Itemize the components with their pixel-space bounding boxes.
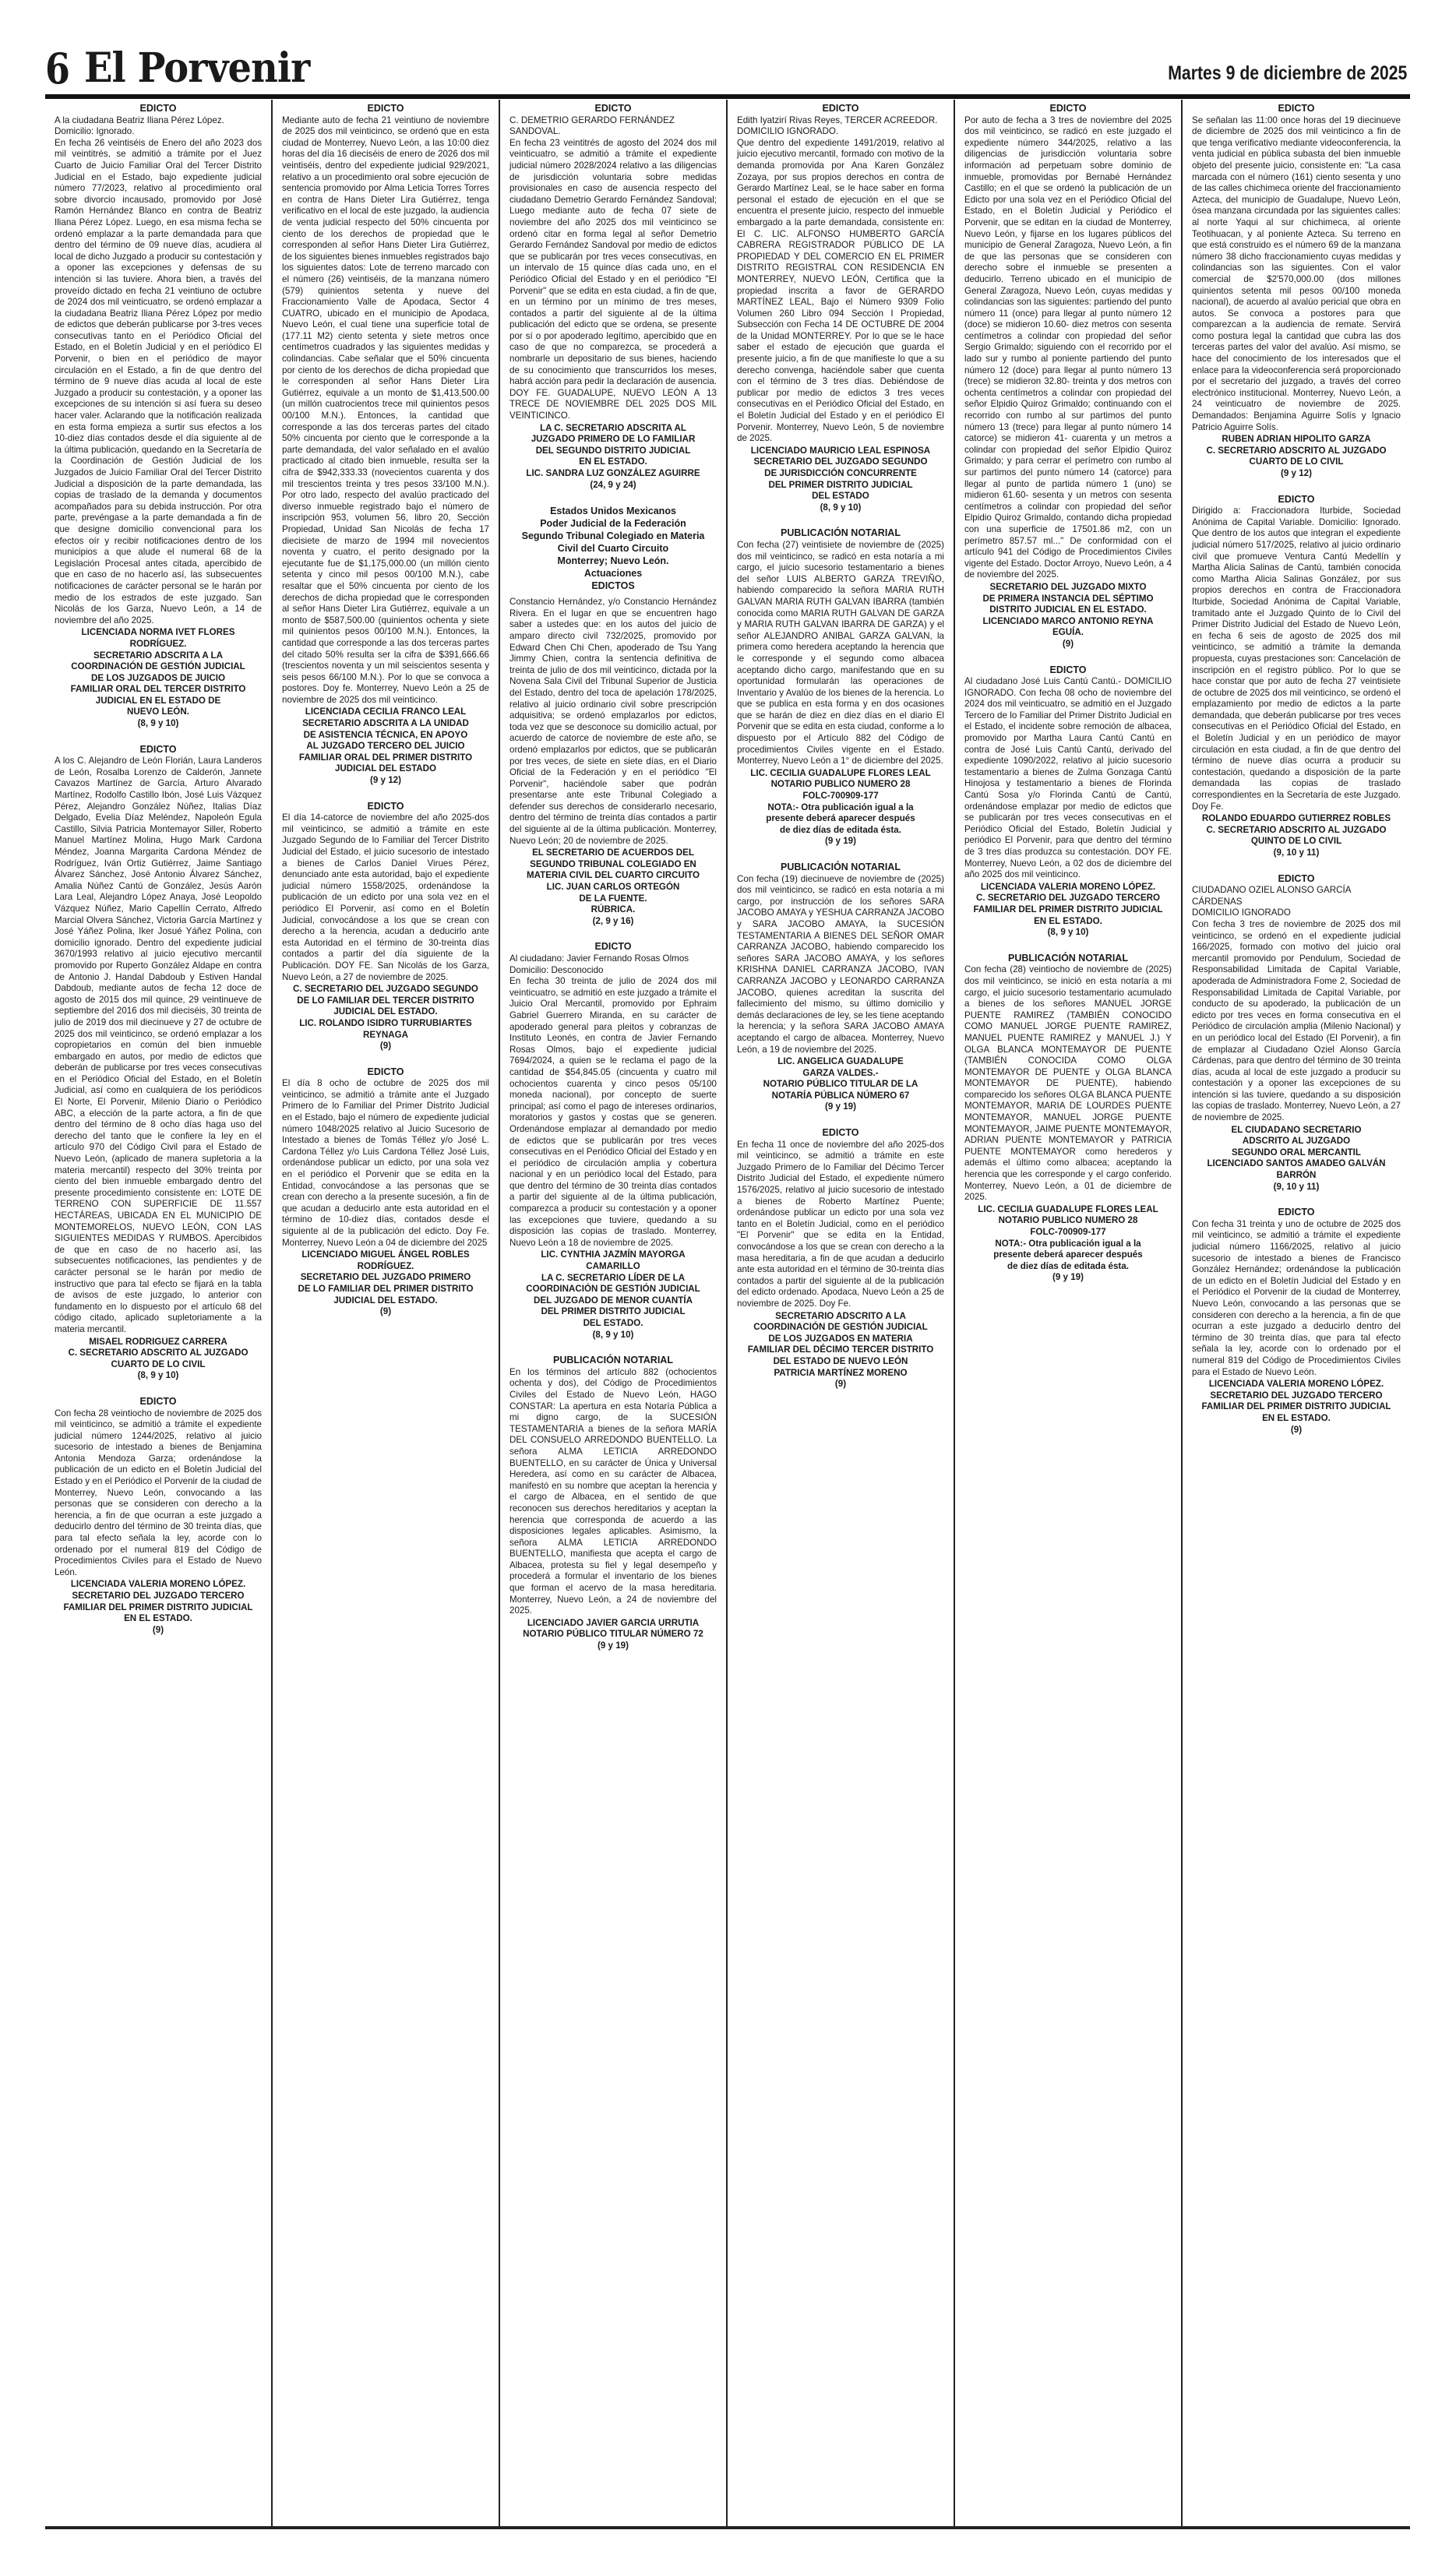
- masthead: [45, 44, 329, 93]
- signature-line: SEGUNDO TRIBUNAL COLEGIADO EN: [530, 858, 696, 869]
- signature-line: QUINTO DE LO CIVIL: [1250, 836, 1342, 847]
- notice-title: EDICTO: [594, 103, 632, 114]
- column-1: [45, 100, 273, 2526]
- publication-dates: (8, 9 y 10): [1047, 927, 1089, 938]
- signature-line: presente deberá aparecer después: [766, 813, 915, 824]
- legal-notice: [737, 527, 944, 848]
- signature-line: DEL PRIMER DISTRITO JUDICIAL: [768, 479, 913, 490]
- court-header-line: EDICTOS: [591, 580, 635, 592]
- notice-title: EDICTO: [1049, 103, 1087, 114]
- publication-dates: (8, 9 y 10): [592, 1329, 634, 1340]
- signature-line: LICENCIADO MARCO ANTONIO REYNA: [982, 615, 1154, 626]
- publication-dates: (9 y 19): [825, 836, 856, 847]
- legal-notice: [964, 953, 1172, 1284]
- signature-block: [509, 1618, 717, 1640]
- signature-line: NUEVO LEÓN.: [127, 707, 189, 717]
- publication-dates: (9): [1062, 638, 1074, 649]
- signature-line: MATERIA CIVIL DEL CUARTO CIRCUITO: [526, 870, 700, 881]
- addressee-line: Al ciudadano: Javier Fernando Rosas Olmos: [509, 953, 689, 964]
- notice-title: EDICTO: [1278, 1207, 1315, 1218]
- signature-line: COORDINACIÓN DE GESTIÓN JUDICIAL: [753, 1322, 928, 1333]
- notice-body: Con fecha (27) veintisiete de noviembre de (2025) dos mil veinticinco, se radicó en esta notaría a mi cargo, el juicio sucesorio testamentario a bienes del señor LUIS ALBERTO GARZA TREVIÑO, habiendo comparecido la señora MARIA RUTH GALVAN MARIA RUTH GALVAN IBARRA (también conocida como MARIA RUTH GALVAN DE GARZA y MARIA RUTH GALVAN IBARRA DE GARZA) y el señor ALEJANDRO ANIBAL GARZA GALVAN, la primera como heredera aceptando la herencia que le corresponde y el segundo como albacea aceptando dicho cargo, manifestando que en su oportunidad formularán las operaciones de Inventario y Avalúo de los bienes de la herencia. Lo que se publica en esta forma y en dos ocasiones que se harán de diez en diez días en el diario El Porvenir que se edita en esta ciudad, conforme a lo dispuesto por el Artículo 882 del Código de procedimientos Civiles vigente en el Estado. Monterrey, Nuevo León a 1° de diciembre del 2025.: [737, 539, 944, 766]
- publication-dates: (9 y 19): [598, 1640, 629, 1651]
- notice-title: PUBLICACIÓN NOTARIAL: [781, 862, 901, 872]
- notice-title: EDICTO: [139, 743, 177, 755]
- signature-block: [737, 446, 944, 502]
- legal-notice: [509, 103, 717, 491]
- notice-title: EDICTO: [367, 800, 404, 812]
- signature-line: LA C. SECRETARIO ADSCRITA AL: [540, 422, 686, 433]
- signature-line: LICENCIADO MIGUEL ÁNGEL ROBLES: [301, 1249, 470, 1260]
- signature-line: FOLC-700909-177: [802, 791, 879, 802]
- legal-notice: [737, 1127, 944, 1390]
- notice-title: EDICTO: [822, 1127, 859, 1139]
- legal-notice: [1192, 103, 1401, 480]
- signature-line: LICENCIADA NORMA IVET FLORES: [81, 627, 235, 638]
- addressee-line: C. DEMETRIO GERARDO FERNÁNDEZ SANDOVAL.: [509, 115, 675, 137]
- signature-line: JUDICIAL EN EL ESTADO DE: [95, 695, 221, 706]
- signature-line: DISTRITO JUDICIAL EN EL ESTADO.: [989, 604, 1147, 615]
- signature-line: EL CIUDADANO SECRETARIO: [1231, 1124, 1362, 1135]
- signature-line: LICENCIADO SANTOS AMADEO GALVÁN: [1207, 1158, 1386, 1169]
- bottom-divider: [45, 2526, 1410, 2529]
- publication-dates: (9 y 19): [825, 1101, 856, 1112]
- notice-body: Constancio Hernández, y/o Constancio Hernández Rivera. En el lugar en que se encuentren hago saber a ustedes que: en los autos del juicio de amparo directo civil 732/2025, promovido por Edward Chen Chi Chen, apoderado de Tsu Yang Jimmy Chien, contra la sentencia definitiva de treinta de julio de dos mil veinticinco, dictada por la Novena Sala Civil del Tribunal Superior de Justicia del Estado, dentro del toca de apelación 178/2025, relativo al juicio ordinario civil sobre prescripción adquisitiva; se ordenó emplazarlos por edictos, toda vez que se desconoce su domicilio actual, por acuerdo de catorce de noviembre de este año, se ordenó emplazarlos por edictos, que se publicarán por tres veces, de siete en siete días, en el Diario Oficial de la Federación y en el periódico "El Porvenir", haciéndole saber que podrán presentarse ante este Tribunal Colegiado a defender sus derechos de considerarlo necesario, dentro del término de treinta días contados a partir del siguiente al de la última publicación. Monterrey, Nuevo León; 20 de noviembre de 2025.: [509, 597, 717, 846]
- notice-title: EDICTO: [1278, 493, 1315, 505]
- signature-line: SECRETARIO DEL JUZGADO TERCERO: [1210, 1390, 1383, 1401]
- legal-notice: [55, 103, 262, 730]
- signature-line: C. SECRETARIO ADSCRITO AL JUZGADO: [1206, 445, 1387, 456]
- signature-line: FAMILIAR ORAL DEL TERCER DISTRITO: [70, 684, 246, 695]
- signature-block: [1192, 1379, 1401, 1424]
- legal-notice: [1192, 494, 1401, 859]
- signature-block: [737, 1056, 944, 1101]
- top-divider: [45, 94, 1410, 99]
- signature-line: DE LOS JUZGADOS DE JUICIO: [91, 672, 225, 683]
- addressee-line: DOMICILIO IGNORADO: [1192, 907, 1291, 918]
- notice-body: Con fecha (28) veintiocho de noviembre de (2025) dos mil veinticinco, se inició en esta notaría a mi cargo, el juicio sucesorio testamentario acumulado a bienes de los señores MANUEL JORGE PUENTE RAMIREZ (TAMBIÉN CONOCIDO COMO MANUEL JORGE PUENTE RAMIREZ, MANUEL PUENTE RAMIREZ y MANUEL J.) Y OLGA BLANCA MONTEMAYOR DE PUENTE (TAMBIÉN CONOCIDA COMO OLGA MONTEMAYOR DE PUENTE y OLGA BLANCA MONTEMAYOR DE PUENTE), habiendo comparecido los señores OLGA BLANCA PUENTE MONTEMAYOR, MARIA DE LOURDES PUENTE MONTEMAYOR, MANUEL JORGE PUENTE MONTEMAYOR, JAIME PUENTE MONTEMAYOR, ADRIAN PUENTE MONTEMAYOR y PATRICIA PUENTE MONTEMAYOR como herederos y además el último como albacea; aceptando la herencia que les corresponde y el cargo conferido. Monterrey, Nuevo León, a 01 de diciembre de 2025.: [964, 964, 1172, 1203]
- signature-block: [55, 1337, 262, 1371]
- notice-title: EDICTO: [139, 1395, 177, 1407]
- notice-body: Con fecha 28 veintiocho de noviembre de 2025 dos mil veinticinco, se admitió a trámite el expediente judicial número 1244/2025, relativo al juicio sucesorio de intestado a bienes de Benjamina Antonia Mendoza Garza; ordenándose la publicación de un edicto en el Boletín Judicial del Estado y en el Periódico el Porvenir de la ciudad de Monterrey, Nuevo León, convocando a las personas que se consideren con derecho a la herencia, a fin de que ocurran a este juzgado a deducirlo dentro del término de 30 treinta días, que para tal efecto señala la ley, acorde con lo ordenado por el numeral 819 del Código de Procedimientos Civiles para el Estado de Nuevo León.: [55, 1408, 262, 1577]
- signature-line: EN EL ESTADO.: [1262, 1412, 1331, 1423]
- signature-line: presente deberá aparecer después: [993, 1249, 1143, 1260]
- legal-notice: [282, 1066, 489, 1318]
- addressee-line: A la ciudadana Beatriz Iliana Pérez López.: [55, 115, 224, 125]
- signature-line: LIC. CECILIA GUADALUPE FLORES LEAL: [978, 1203, 1158, 1214]
- signature-line: DE LOS JUZGADOS EN MATERIA: [768, 1333, 913, 1344]
- notice-title: EDICTO: [367, 103, 404, 114]
- notice-title: EDICTO: [1049, 664, 1087, 675]
- notice-body: En fecha 26 veintiséis de Enero del año 2023 dos mil veintitrés, se admitió a trámite por el Juez Cuarto de Juicio Familiar Oral del Tercer Distrito Judicial en el Estado, bajo expediente judicial número 77/2023, relativo al procedimiento oral sobre divorcio incausado, promovido por José Ramón Hernández Blanco en contra de Beatriz Iliana Pérez López. Luego, en esa misma fecha se ordenó emplazar a la parte demandada para que dentro del término de 09 nueve días, acudiera al local de dicho Juzgado a producir su contestación y a oponer las excepciones y defensas de su intención si las tuviere. Ahora bien, a través del proveído dictado en fecha 21 veintiuno de octubre de 2024 dos mil veinticuatro, se ordenó emplazar a la ciudadana Beatriz Iliana Pérez López por medio de edictos que deberán publicarse por 3-tres veces consecutivas tanto en el Periódico Oficial del Estado, en el Boletín Judicial y en el periódico El Porvenir, o bien en el periódico de mayor circulación en el Estado, a fin de que dentro del término de 9 nueve días acuda al local de este Juzgado a producir su contestación, y a oponer las excepciones de su intención si así fuera su deseo hacer valer. Aclarando que la notificación realizada en esta forma empieza a surtir sus efectos a los 10-diez días contados desde el día siguiente al de la última publicación, quedando en la Secretaría de la Coordinación de Gestión Judicial de los Juzgados de Juicio Familiar Oral del Tercer Distrito Judicial a disposición de la parte demandada, las copias de traslado de la demanda y documentos acompañados para su debida instrucción. Por otra parte, prevéngase a la parte demandada a fin de que designe domicilio convencional para los efectos oír y recibir notificaciones dentro de los municipios a que alude el numeral 68 de la Legislación Procesal antes citada, apercibido de que en caso de no hacerlo así, las subsecuentes notificaciones de carácter personal se le harán por medio de los estrados de este juzgado. San Nicolás de los Garza, Nuevo León, a 14 de noviembre del año 2025.: [55, 137, 262, 625]
- notice-title: PUBLICACIÓN NOTARIAL: [781, 527, 901, 539]
- signature-block: [737, 1311, 944, 1380]
- signature-line: DE PRIMERA INSTANCIA DEL SÉPTIMO: [982, 593, 1154, 604]
- notice-title: EDICTO: [367, 1066, 404, 1077]
- legal-notice: [1192, 1207, 1401, 1436]
- signature-line: LIC. JUAN CARLOS ORTEGÓN: [546, 882, 680, 893]
- signature-line: DEL ESTADO DE NUEVO LEÓN: [773, 1355, 908, 1366]
- signature-line: FAMILIAR DEL DÉCIMO TERCER DISTRITO: [747, 1344, 934, 1355]
- signature-block: [282, 707, 489, 775]
- publication-dates: (9 y 19): [1052, 1272, 1084, 1283]
- signature-line: EN EL ESTADO.: [579, 456, 647, 467]
- addressee-line: Domicilio: Ignorado.: [55, 126, 135, 137]
- signature-line: SECRETARIO ADSCRITA A LA UNIDAD: [302, 718, 469, 729]
- notice-body: El día 14-catorce de noviembre del año 2025-dos mil veinticinco, se admitió a trámite en este Juzgado Segundo de lo Familiar del Tercer Distrito Judicial del Estado, el juicio sucesorio de intestado a bienes de Carlos Daniel Virues Pérez, denunciado ante esta autoridad, bajo el expediente judicial número 1558/2025, ordenándose la publicación de un edicto por una sola vez en el periódico El Porvenir, así como en el Boletín Judicial, convocándose a los que se crean con derecho a la herencia, acudan a deducirlo ante esta Autoridad en el término de 30-treinta días contados a partir del día siguiente de la Publicación. DOY FE. San Nicolás de los Garza, Nuevo León, a 27 de noviembre de 2025.: [282, 812, 489, 982]
- notice-body: Mediante auto de fecha 21 veintiuno de noviembre de 2025 dos mil veinticinco, se ordenó que en esta ciudad de Monterrey, Nuevo León, a las 10:00 diez horas del día 16 dieciséis de enero de 2026 dos mil veintiséis, dentro del expediente judicial 929/2021, relativo a un procedimiento oral sobre ejecución de sentencia promovido por Alma Leticia Torres Torres en contra de Hans Dieter Lira Gutiérrez, tenga verificativo en el local de este juzgado, la audiencia de venta judicial respecto del 50% cincuenta por ciento de los derechos de propiedad que le corresponden al señor Hans Dieter Lira Gutiérrez, de los siguientes bienes inmuebles registrados bajo los siguientes datos: Lote de terreno marcado con el número (26) veintiséis, de la manzana número (579) quinientos setenta y nueve del Fraccionamiento Valle de Apodaca, Sector 4 CUATRO, ubicado en el municipio de Apodaca, Nuevo León, el cual tiene una superficie total de (177.11 M2) ciento setenta y siete metros once centímetros cuadrados y las siguientes medidas y colindancias. Cabe señalar que el 50% cincuenta por ciento de los derechos de dicha propiedad que le corresponden al señor Hans Dieter Lira Gutiérrez, equivale a un monto de $1,413,500.00 (un millón cuatrocientos trece mil quinientos pesos 00/100 M.N.). Entonces, la cantidad que corresponde a las dos terceras partes del citado 50% cincuenta por ciento que le corresponde a la parte demandada, del valor señalado en el avalúo practicado al citado bien inmueble, resulta ser la cifra de $942,333.33 (novecientos cuarenta y dos mil trescientos treinta y tres pesos 33/100 M.N.). Por otro lado, respecto del avalúo practicado del diverso inmueble registrado bajo el número de inscripción 953, volumen 56, libro 20, Sección Propiedad, Unidad San Nicolás de fecha 17 diecisiete de marzo de 1994 mil novecientos noventa y cuatro, el perito designado por la ejecutante fue de $1,175,000.00 (un millón ciento setenta y cinco mil pesos 00/100 M.N.), cabe resaltar que el 50% cincuenta por ciento de los derechos de dicha propiedad que le corresponden al señor Hans Dieter Lira Gutiérrez, equivale a un monto de $587,500.00 (quinientos ochenta y siete mil quinientos pesos 00/100 M.N.). Entonces, la cantidad que corresponde a las dos terceras partes del citado 50% resulta ser la cifra de $391,666.66 (trescientos noventa y un mil seiscientos sesenta y seis pesos 66/100 M.N.). Por lo que se convoca a postores. Doy fe. Monterrey, Nuevo León a 25 de noviembre de 2025 dos mil veinticinco.: [282, 115, 489, 705]
- publication-dates: (9 y 12): [1281, 468, 1312, 478]
- legal-notice: [55, 1396, 262, 1636]
- signature-block: [55, 627, 262, 718]
- signature-line: DE JURISDICCIÓN CONCURRENTE: [764, 468, 917, 478]
- publication-dates: (9, 10 y 11): [1273, 848, 1320, 858]
- signature-line: BARRÓN: [1276, 1170, 1317, 1181]
- legal-notice: [737, 103, 944, 513]
- signature-line: DEL PRIMER DISTRITO JUDICIAL: [541, 1306, 686, 1317]
- signature-line: JUDICIAL DEL ESTADO: [334, 763, 437, 774]
- publication-dates: (9, 10 y 11): [1273, 1181, 1320, 1192]
- signature-block: [282, 1249, 489, 1306]
- notice-body: El día 8 ocho de octubre de 2025 dos mil veinticinco, se admitió a trámite ante el Juzgado Primero de lo Familiar del Primer Distrito Judicial en el Estado, bajo el número de expediente judicial número 1048/2025 relativo al Juicio Sucesorio de Intestado a bienes de Tomás Téllez y/o José L. Cardona Téllez y/o Luis Cardona Téllez José Luis, ordenándose publicar un edicto, por una sola vez en el periódico el Porvenir que se edita en la Entidad, convocándose a las personas que se crean con derecho a la presente sucesión, a fin de que acudan a deducirlo ante esta autoridad en el término de 10-diez días, contados desde el siguiente al de la publicación del edicto. Doy Fe. Monterrey, Nuevo León a 04 de diciembre del 2025: [282, 1078, 489, 1248]
- addressee-line: CIUDADANO OZIEL ALONSO GARCÍA CÁRDENAS: [1192, 885, 1351, 907]
- column-2: [273, 100, 500, 2526]
- notice-body: En fecha 23 veintitrés de agosto del 2024 dos mil veinticuatro, se admitió a trámite el expediente judicial número 2028/2024 relativo a las diligencias de jurisdicción voluntaria sobre medidas provisionales en caso de ausencia respecto del ciudadano Demetrio Gerardo Fernández Sandoval; Luego mediante auto de fecha 07 siete de noviembre del año 2025 dos mil veinticinco se ordenó citar en forma legal al señor Demetrio Gerardo Fernández Sandoval por medio de edictos que se publicarán por tres veces consecutivas, en un intervalo de 15 quince días cada uno, en el Periódico Oficial del Estado y en el periódico "El Porvenir" que se edita en esta ciudad, a fin de que, en un término por un mínimo de tres meses, contados a partir del siguiente al de la última publicación del edicto que se ordena, se presente por sí o por apoderado legítimo, apercibido que en caso de que no comparezca, se procederá a nombrarle un depositario de sus bienes, haciendo de su conocimiento que transcurridos los meses, habrá acción para pedir la declaración de ausencia. DOY FE. GUADALUPE, NUEVO LEÓN A 13 TRECE DE NOVIEMBRE DEL 2025 DOS MIL VEINTICINCO.: [509, 137, 717, 421]
- signature-line: LIC. CECILIA GUADALUPE FLORES LEAL: [750, 767, 931, 778]
- signature-block: [509, 848, 717, 916]
- signature-line: DEL ESTADO.: [583, 1318, 643, 1328]
- court-header: [509, 505, 717, 592]
- publication-dates: (8, 9 y 10): [820, 502, 862, 513]
- signature-line: NOTA:- Otra publicación igual a la: [767, 802, 914, 812]
- signature-line: CAMARILLO: [586, 1261, 640, 1272]
- signature-line: FAMILIAR DEL PRIMER DISTRITO JUDICIAL: [973, 904, 1163, 914]
- publication-dates: (8, 9 y 10): [137, 718, 179, 729]
- signature-line: NOTARIO PÚBLICO TITULAR DE LA: [763, 1079, 918, 1090]
- signature-line: LICENCIADA CECILIA FRANCO LEAL: [305, 707, 467, 717]
- signature-line: JUZGADO PRIMERO DE LO FAMILIAR: [531, 434, 696, 445]
- signature-line: SECRETARIO ADSCRITO A LA: [775, 1310, 906, 1321]
- signature-block: [964, 1204, 1172, 1273]
- addressee-line: Domicilio: Desconocido: [509, 964, 604, 975]
- signature-line: AL JUZGADO TERCERO DEL JUICIO: [306, 741, 465, 752]
- signature-line: DE LO FAMILIAR DEL TERCER DISTRITO: [297, 995, 474, 1006]
- signature-line: LIC. ROLANDO ISIDRO TURRUBIARTES: [299, 1017, 472, 1028]
- signature-line: LIC. ANGELICA GUADALUPE: [777, 1056, 904, 1067]
- signature-line: CUARTO DE LO CIVIL: [111, 1358, 206, 1369]
- signature-line: DEL JUZGADO DE MENOR CUANTÍA: [534, 1295, 693, 1306]
- newspaper-name: El Porvenir: [83, 44, 309, 92]
- signature-line: COORDINACIÓN DE GESTIÓN JUDICIAL: [71, 661, 245, 672]
- signature-line: DE ASISTENCIA TÉCNICA, EN APOYO: [303, 729, 468, 740]
- notice-body: Con fecha 3 tres de noviembre de 2025 dos mil veinticinco, se ordenó en el expediente judicial 166/2025, formado con motivo del juicio oral mercantil promovido por Pendulum, Sociedad de Responsabilidad Limitada de Capital Variable, apoderada de Administradora Fome 2, Sociedad de Responsabilidad Limitada de Capital Variable, por conducto de su apoderado, la publicación de un edicto por tres veces en forma consecutiva en el Periódico de circulación amplia (Milenio Nacional) y en un periódico local del Estado (El Porvenir), a fin de emplazar al Ciudadano Oziel Alonso García Cárdenas, para que dentro del término de 30 treinta días, acuda al local de este juzgado a producir su contestación y a oponer las excepciones de su intención si las tuviere, quedando a su disposición las copias de traslado. Monterrey, Nuevo León, a 27 de noviembre de 2025.: [1192, 918, 1401, 1123]
- signature-line: NOTA:- Otra publicación igual a la: [995, 1238, 1141, 1249]
- signature-line: NOTARIO PUBLICO NUMERO 28: [998, 1215, 1138, 1226]
- signature-line: ADSCRITO AL JUZGADO: [1242, 1136, 1351, 1147]
- legal-notice: [509, 505, 717, 927]
- signature-line: SEGUNDO ORAL MERCANTIL: [1232, 1147, 1361, 1158]
- legal-notice: [55, 744, 262, 1382]
- signature-block: [1192, 813, 1401, 848]
- signature-line: LICENCIADA VALERIA MORENO LÓPEZ.: [70, 1579, 246, 1590]
- signature-block: [964, 882, 1172, 927]
- notice-title: EDICTO: [594, 941, 632, 953]
- notice-body: Con fecha 31 treinta y uno de octubre de 2025 dos mil veinticinco, se admitió a trámite el expediente judicial número 1166/2025, relativo al juicio sucesorio de intestado a bienes de Francisco González Hernández; ordenándose la publicación de un edicto en el Boletín Judicial del Estado y en el Periódico el Porvenir de la ciudad de Monterrey, Nuevo León, convocando a las personas que se consideren con derecho a la herencia, a fin de que ocurran a este juzgado a deducirlo dentro del término de 30 treinta días, que para tal efecto señala la ley, acorde con lo ordenado por el numeral 819 del Código de Procedimientos Civiles para el Estado de Nuevo León.: [1192, 1218, 1401, 1377]
- signature-block: [1192, 434, 1401, 468]
- notice-body: En fecha 30 treinta de julio de 2024 dos mil veinticuatro, se admitió en este juzgado a trámite el Juicio Oral Mercantil, promovido por Ephraim Gabriel Guerrero Miranda, en su carácter de apoderado general para pleitos y cobranzas de Instituto Leonés, en contra de Javier Fernando Rosas Olmos, bajo el expediente judicial 7694/2024, a quien se le reclama el pago de la cantidad de $54,845.05 (cincuenta y cuatro mil ochocientos cuarenta y cinco pesos 05/100 moneda nacional), por concepto de suerte principal; así como el pago de intereses ordinarios, moratorios y gastos y costas que se generen. Ordenándose emplazar al demandado por medio de edictos que se publicarán por tres veces consecutivas en el Periódico Oficial del Estado y en el periódico de circulación amplia y cobertura nacional y en un periódico local del Estado, para que dentro del término de 30 treinta días contados a partir del siguiente al de la última publicación, comparezca a producir su contestación y a oponer las excepciones que tuviere, quedando a su disposición las copias de traslado. Monterrey, Nuevo León a 18 de noviembre de 2025.: [509, 976, 717, 1248]
- signature-line: SECRETARIO DEL JUZGADO PRIMERO: [300, 1272, 471, 1283]
- signature-line: RODRÍGUEZ.: [357, 1260, 414, 1271]
- signature-line: C. SECRETARIO DEL JUZGADO TERCERO: [976, 893, 1160, 904]
- signature-line: de diez días de editada ésta.: [780, 824, 901, 835]
- signature-line: SECRETARIO DEL JUZGADO MIXTO: [989, 581, 1147, 592]
- notice-title: EDICTO: [822, 103, 859, 114]
- addressee-line: DOMICILIO IGNORADO.: [737, 126, 839, 137]
- publication-dates: (8, 9 y 10): [137, 1370, 179, 1381]
- issue-date: Martes 9 de diciembre de 2025: [1167, 62, 1407, 84]
- signature-line: de diez días de editada ésta.: [1007, 1260, 1129, 1271]
- signature-line: EN EL ESTADO.: [124, 1613, 192, 1624]
- column-3: [500, 100, 728, 2526]
- signature-line: RODRÍGUEZ.: [129, 638, 187, 649]
- notice-title: PUBLICACIÓN NOTARIAL: [1008, 952, 1128, 964]
- signature-block: [737, 768, 944, 837]
- publication-dates: (9): [152, 1624, 164, 1635]
- court-header-line: Segundo Tribunal Colegiado en Materia: [521, 530, 705, 542]
- legal-notice: [509, 941, 717, 1341]
- notice-title: PUBLICACIÓN NOTARIAL: [553, 1355, 673, 1366]
- signature-line: FAMILIAR DEL PRIMER DISTRITO JUDICIAL: [1201, 1401, 1391, 1412]
- legal-notice: [737, 862, 944, 1113]
- signature-line: DE LO FAMILIAR DEL PRIMER DISTRITO: [298, 1283, 474, 1294]
- signature-line: C. SECRETARIO DEL JUZGADO SEGUNDO: [293, 984, 478, 995]
- signature-line: ROLANDO EDUARDO GUTIERREZ ROBLES: [1201, 813, 1391, 824]
- signature-line: LICENCIADA VALERIA MORENO LÓPEZ.: [1208, 1379, 1384, 1390]
- notice-columns: [45, 100, 1410, 2526]
- signature-line: SECRETARIO DEL JUZGADO TERCERO: [72, 1591, 245, 1601]
- notice-body: Por auto de fecha a 3 tres de noviembre del 2025 dos mil veinticinco, se radicó en este juzgado el expediente número 344/2025, relativo a las diligencias de jurisdicción voluntaria sobre información ad perpetuam sobre dominio de inmueble, promovidas por Bernabé Hernández Castillo; en el que se ordenó la publicación de un Edicto por una sola vez en el Periódico Oficial del Estado, en el Boletín Judicial y Periódico el Porvenir, que se editan en la ciudad de Monterrey, Nuevo León, y fijarse en los lugares públicos del municipio de General Zaragoza, Nuevo León, a fin de que las personas que se consideren con derecho sobre el inmueble se presenten a deducirlo. Terreno ubicado en el municipio de General Zaragoza, Nuevo León, cuyas medidas y colindancias son las siguientes: partiendo del punto número 11 (once) para llegar al punto número 12 (doce) se midieron 10.60- diez metros con sesenta centímetros a colindar con propiedad del señor Sergio Grimaldo; siguiendo con el recorrido por el lado sur y rumbo al poniente partiendo del punto número 12 (doce) para llegar al punto número 13 (trece) se midieron 32.80- treinta y dos metros con ochenta centímetros a colindar con propiedad del señor Elpidio Quiroz Grimaldo; continuando con el recorrido con rumbo al sur partimos del punto número 13 (trece) para llegar al punto número 14 catorce) se midieron 41- cuarenta y un metros a colindar con propiedad del señor Elpidio Quiroz Grimaldo; y para cerrar el perímetro con rumbo al sur partimos del punto número 14 (catorce) para llegar al punto de partida número 1 (uno) se midieron 61.60- sesenta y un metros con sesenta centímetros a colindar con propiedad del señor Elpidio Quiroz Grimaldo, contando dicha propiedad con una superficie de 17501.86 m2, con un perímetro 857.57 ml..." De conformidad con el artículo 941 del Código de Procedimientos Civiles vigente del Estado. Doctor Arroyo, Nuevo León, a 4 de noviembre del 2025.: [964, 115, 1172, 580]
- notice-body: En fecha 11 once de noviembre del año 2025-dos mil veinticinco, se admitió a trámite en este Juzgado Primero de lo Familiar del Décimo Tercer Distrito Judicial del Estado, el expediente número 1576/2025, relativo al juicio sucesorio de intestado a bienes de Roberto Martínez Puente; ordenándose publicar un edicto por una sola vez tanto en el Boletín Judicial, como en el periódico "El Porvenir" que se edita en la Entidad, convocándose a los que se crean con derecho a la masa hereditaria, a fin de que acudan a deducirlo ante esta autoridad en el término de 30-treinta días contados a partir del siguiente al de la publicación del edicto ordenado. Apodaca, Nuevo León a 25 de noviembre de 2025. Doy Fe.: [737, 1139, 944, 1309]
- signature-line: RUBEN ADRIAN HIPOLITO GARZA: [1222, 434, 1371, 445]
- signature-line: LIC. SANDRA LUZ GONZÁLEZ AGUIRRE: [526, 468, 700, 478]
- notice-title: EDICTO: [139, 103, 177, 114]
- court-header-line: Actuaciones: [583, 568, 643, 580]
- signature-block: [282, 984, 489, 1041]
- signature-line: EN EL ESTADO.: [1034, 915, 1102, 926]
- signature-block: [1192, 1125, 1401, 1182]
- signature-line: GARZA VALDES.-: [802, 1067, 879, 1078]
- court-header-line: Monterrey; Nuevo León.: [557, 555, 669, 567]
- court-header-line: Poder Judicial de la Federación: [540, 518, 686, 530]
- publication-dates: (9 y 12): [370, 775, 401, 786]
- notice-body: Se señalan las 11:00 once horas del 19 diecinueve de diciembre de 2025 dos mil veinticinco a fin de que tenga verificativo mediante videoconferencia, la venta judicial en pública subasta del bien inmueble objeto del presente juicio, consistente en: "La casa marcada con el número (161) ciento sesenta y uno de las calles chichimeca oriente del fraccionamiento Azteca, del municipio de Guadalupe, Nuevo León, ósea manzana circundada por las siguientes calles: al norte Yaqui al sur chichimeca, al oriente Teotihuacan, y al poniente Azteca. Su terreno en que está construido es el número 69 de la manzana número 38 dicho fraccionamiento cuyas medidas y colindancias son las siguientes. Con el valor comercial de $2'570,000.00 (dos millones quinientos setenta mil pesos 00/100 moneda nacional), de acuerdo al avalúo pericial que obra en autos. Se convoca a postores para que comparezcan a la audiencia de remate. Servirá como postura legal la cantidad que cubra las dos terceras partes del valor del avalúo. Así mismo, se hace del conocimiento de los interesados que el enlace para la videoconferencia será proporcionado por el secretario del juzgado, a través del correo electrónico institucional. Monterrey, Nuevo León, a 24 veinticuatro de noviembre de 2025. Demandados: Benjamina Aguirre Solís y Ignacio Patricio Aguirre Solís.: [1192, 115, 1401, 432]
- column-5: [955, 100, 1183, 2526]
- signature-line: LICENCIADA VALERIA MORENO LÓPEZ.: [980, 881, 1156, 892]
- court-header-line: Estados Unidos Mexicanos: [550, 506, 676, 517]
- signature-line: REYNAGA: [363, 1029, 408, 1040]
- signature-line: PATRICIA MARTÍNEZ MORENO: [774, 1367, 908, 1378]
- notice-body: Dirigido a: Fraccionadora Iturbide, Sociedad Anónima de Capital Variable. Domicilio: Ignorado. Que dentro de los autos que integran el expediente judicial número 517/2025, relativo al juicio ordinario civil que promueve Ventura Cantú Medellín y Martha Alicia Salinas de Cantú, también conocida como Martha Alicia Salinas González, por sus propios derechos en contra de Fraccionadora Iturbide, Sociedad Anónima de Capital Variable, tramitado ante el Juzgado Quinto de lo Civil del Primer Distrito Judicial del Estado de Nuevo León, en fecha 6 seis de agosto de 2025 dos mil veinticinco, se admitió a trámite la demanda propuesta, cuyas prestaciones son: Cancelación de inscripción en el registro público. Por lo que se hace constar que por auto de fecha 27 veintisiete de octubre de 2025 dos mil veinticinco, se ordenó el emplazamiento por medio de edictos a la parte demandada, que deberán publicarse por tres veces consecutivas en el Periódico Oficial del Estado, en el Boletín Judicial y en un periódico de mayor circulación en esta ciudad, a fin de que dentro del término de nueve días ocurra a producir su contestación, quedando a disposición de la parte demandada las copias de traslado correspondientes en la Secretaría de este Juzgado. Doy Fe.: [1192, 506, 1401, 812]
- legal-notice: [509, 1355, 717, 1651]
- publication-dates: (9): [379, 1041, 392, 1052]
- legal-notice: [282, 103, 489, 787]
- signature-line: NOTARÍA PÚBLICA NÚMERO 67: [771, 1090, 910, 1101]
- notice-body: A los C. Alejandro de León Florián, Laura Landeros de León, Rosalba Lorenzo de Calderón, Jannete Cavazos Martínez de García, Arturo Alvarado Martínez, Rodolfo Castillo Ibón, José Luis Vázquez Pérez, Alejandro González Núñez, Italias Díaz Delgado, Evelia Díaz Meléndez, Napoleón Egula Castillo, Silvia Patricia Montemayor Siller, Roberto Manuel Martínez Molina, Hugo Mark Cardona Méndez, Joanna Margarita Cardona Méndez de Rodríguez, Iván Ortiz Gutiérrez, Jaime Santiago Álvarez Sánchez, José Antonio Álvarez Sánchez, Amalia Núñez Cantú de González, Jesús Aarón Lara Leal, Alejandro López Anaya, José Leopoldo Vázquez Núñez, Mario Capellín Cerrato, Alfredo Marcial Olvera Sánchez, Victoria García Martínez y José Yáñez Polina, Iker Josué Yáñez Polina, con domicilio ignorado. Dentro del expediente judicial 3670/1993 relativo al juicio ejecutivo mercantil promovido por Ruperto González Aldape en contra de Antonio J. Handal Dabdoub y Estiven Handal Dabdoub, mediante autos de fecha 12 doce de agosto de 2015 dos mil quince, 29 veintinueve de septiembre del 2016 dos mil dieciséis, 30 treinta de julio de 2019 dos mil diecinueve y 27 de octubre de 2025 dos mil veinticinco, se ordenó emplazar a los copropietarios en común del bien inmueble embargado en autos, por medio de edictos que deberán de publicarse por tres veces consecutivas en el Periódico Oficial del Estado, en el Boletín Judicial, así como en cualquiera de los periódicos El Norte, El Porvenir, Milenio Diario o Periódico ABC, a elección de la parte actora, a fin de que dentro del término de 8 ocho días haga uso del derecho del tanto que le confiere la ley en el artículo 970 del Código Civil para el Estado de Nuevo León, (aplicado de manera supletoria a la materia mercantil) respecto del 30% treinta por ciento del bien inmueble embargado dentro del presente procedimiento consistente en: LOTE DE TERRENO CON SUPERFICIE DE 11.557 HECTÁREAS, UBICADA EN EL MUNICIPIO DE MONTEMORELOS, NUEVO LEÓN, CON LAS SIGUIENTES MEDIDAS Y RUMBOS. Apercibidos de que en caso de no hacerlo así, las subsecuentes notificaciones, las pendientes y de carácter personal se le harán por medio de instructivo que para tal efecto se fijará en la tabla de avisos de este juzgado, lo anterior con fundamento en lo dispuesto por el artículo 68 del código citado, aplicado supletoriamente a la materia mercantil.: [55, 756, 262, 1334]
- signature-line: LICENCIADO JAVIER GARCIA URRUTIA: [527, 1617, 700, 1628]
- notice-title: EDICTO: [1278, 872, 1315, 884]
- legal-notice: [282, 801, 489, 1052]
- signature-line: NOTARIO PUBLICO NUMERO 28: [770, 779, 911, 790]
- signature-line: JUDICIAL DEL ESTADO.: [333, 1006, 438, 1017]
- legal-notice: [964, 103, 1172, 650]
- signature-line: EGUÍA.: [1052, 627, 1084, 638]
- signature-line: LA C. SECRETARIO LÍDER DE LA: [541, 1272, 686, 1283]
- publication-dates: (9): [379, 1306, 392, 1317]
- addressee-line: Edith Iyatzirí Rivas Reyes, TERCER ACREEDOR.: [737, 115, 938, 125]
- column-4: [728, 100, 955, 2526]
- notice-body: Al ciudadano José Luis Cantú Cantú.- DOMICILIO IGNORADO. Con fecha 08 ocho de noviembre del 2024 dos mil veinticuatro, se admitió en el Juzgado Tercero de lo Familiar del Primer Distrito Judicial en el Estado, el incidente sobre remoción de albacea, promovido por Martha Laura Cantú Cantú en contra de José Luis Cantú Cantú, derivado del expediente 1090/2022, relativo al juicio sucesorio testamentario a bienes de Zulma Gonzaga Cantú Hinojosa y testamentario a bienes de Florinda Cantú Sosa y/o Florinda Cantú de Cantú, ordenándose emplazar por medio de edictos que se publicarán por tres veces consecutivas en el Periódico Oficial del Estado, Boletín Judicial y periódico El Porvenir, para que dentro del término de 3 tres días produzca su contestación. DOY FE. Monterrey, Nuevo León, a 02 dos de diciembre del año 2025 dos mil veinticinco.: [964, 676, 1172, 880]
- signature-line: FOLC-700909-177: [1030, 1227, 1106, 1237]
- publication-dates: (2, 9 y 16): [592, 915, 634, 926]
- publication-dates: (9): [834, 1379, 847, 1390]
- notice-body: En los términos del artículo 882 (ochocientos ochenta y dos), del Código de Procedimientos Civiles del Estado de Nuevo León, HAGO CONSTAR: La apertura en esta Notaría Pública a mi digno cargo, de la SUCESIÓN TESTAMENTARIA a bienes de la señora MARÍA DEL CONSUELO ARREDONDO BUENTELLO. La señora ALMA LETICIA ARREDONDO BUENTELLO, en su carácter de Única y Universal Heredera, así como en su carácter de Albacea, manifestó en su nombre que aceptan la herencia y el cargo de Albacea, en el sentido de que reconocen sus derechos hereditarios y aceptan la herencia que corresponda de acuerdo a las disposiciones legales aplicables. Asimismo, la señora ALMA LETICIA ARREDONDO BUENTELLO, manifiesta que acepta el cargo de Albacea, protesta su fiel y legal desempeño y procederá a formular el inventario de los bienes que forman el acervo de la masa hereditaria. Monterrey, Nuevo León, a 24 de noviembre del 2025.: [509, 1366, 717, 1616]
- signature-line: NOTARIO PÚBLICO TITULAR NÚMERO 72: [523, 1629, 703, 1640]
- publication-dates: (24, 9 y 24): [590, 479, 636, 490]
- notice-body: Que dentro del expediente 1491/2019, relativo al juicio ejecutivo mercantil, formado con motivo de la demanda promovida por Ana Karen González Zozaya, por sus propios derechos en contra de Gerardo Martínez Leal, se le hace saber en forma personal el estado de ejecución en el que se encuentra el presente juicio, respecto del inmueble embargado a la parte demandada, consistente en: El C. LIC. ALFONSO HUMBERTO GARCÍA CABRERA REGISTRADOR PÚBLICO DE LA PROPIEDAD Y DEL COMERCIO EN EL PRIMER DISTRITO REGISTRAL CON RESIDENCIA EN MONTERREY, NUEVO LEÓN, Certifica que la propiedad inscrita a favor de GERARDO MARTÍNEZ LEAL, Bajo el Número 9309 Folio Volumen 260 Libro 094 Sección I Propiedad, Subsección con Fecha 14 DE OCTUBRE DE 2004 de la Unidad MONTERREY. Por lo que se le hace saber el estado de ejecución que guarda el presente juicio, a fin de que manifieste lo que a su derecho convenga, haciéndole saber que cuenta con el término de 3 tres días. Debiéndose de publicar por medio de edictos 3 tres veces consecutivas en el Periódico Oficial del Estado, en el Boletín Judicial del Estado y en el periódico El Porvenir. Monterrey, Nuevo León, 5 de noviembre de 2025.: [737, 137, 944, 444]
- signature-block: [509, 1249, 717, 1329]
- signature-block: [964, 582, 1172, 639]
- signature-line: COORDINACIÓN DE GESTIÓN JUDICIAL: [526, 1284, 700, 1295]
- signature-line: JUDICIAL DEL ESTADO.: [333, 1295, 438, 1306]
- signature-line: CUARTO DE LO CIVIL: [1249, 456, 1344, 467]
- notice-title: EDICTO: [1278, 103, 1315, 114]
- signature-line: FAMILIAR DEL PRIMER DISTRITO JUDICIAL: [63, 1602, 253, 1612]
- signature-line: FAMILIAR ORAL DEL PRIMER DISTRITO: [298, 752, 473, 763]
- signature-line: DEL ESTADO: [812, 491, 869, 502]
- signature-line: C. SECRETARIO ADSCRITO AL JUZGADO: [68, 1348, 249, 1358]
- signature-line: EL SECRETARIO DE ACUERDOS DEL: [532, 848, 694, 858]
- signature-line: LIC. CYNTHIA JAZMÍN MAYORGA: [541, 1249, 686, 1260]
- legal-notice: [964, 664, 1172, 939]
- notice-body: Con fecha (19) diecinueve de noviembre de (2025) dos mil veinticinco, se radicó en esta notaría a mi cargo, por instrucción de los señores SARA JACOBO AMAYA y YESHUA CARRANZA JACOBO y SARA JACOBO AMAYA, la SUCESIÓN TESTAMENTARIA A BIENES DEL SEÑOR OMAR CARRANZA JACOBO, habiendo comparecido los señores SARA JACOBO AMAYA, y los señores KRISHNA DANIEL CARRANZA JACOBO, IVAN CARRANZA JACOBO y LEONARDO CARRANZA JACOBO, quienes acreditan la suscrita del fallecimiento del mismo, su último domicilio y demás declaraciones de ley, se les tiene aceptando la herencia; y la señora SARA JACOBO AMAYA aceptando el cargo de albacea. Monterrey, Nuevo León, a 19 de noviembre del 2025.: [737, 873, 944, 1055]
- signature-line: C. SECRETARIO ADSCRITO AL JUZGADO: [1206, 824, 1387, 835]
- signature-line: SECRETARIO DEL JUZGADO SEGUNDO: [753, 456, 928, 467]
- signature-block: [55, 1579, 262, 1624]
- signature-line: DE LA FUENTE.: [579, 893, 647, 904]
- page-number: 6: [45, 44, 70, 93]
- legal-notice: [1192, 873, 1401, 1193]
- publication-dates: (9): [1290, 1424, 1303, 1435]
- signature-line: SECRETARIO ADSCRITA A LA: [93, 650, 223, 661]
- signature-line: LICENCIADO MAURICIO LEAL ESPINOSA: [750, 445, 931, 456]
- signature-block: [509, 423, 717, 480]
- signature-line: DEL SEGUNDO DISTRITO JUDICIAL: [535, 445, 691, 456]
- signature-line: MISAEL RODRIGUEZ CARRERA: [89, 1336, 227, 1347]
- signature-line: RÚBRICA.: [591, 904, 636, 915]
- column-6: [1183, 100, 1410, 2526]
- court-header-line: Civil del Cuarto Circuito: [557, 543, 669, 555]
